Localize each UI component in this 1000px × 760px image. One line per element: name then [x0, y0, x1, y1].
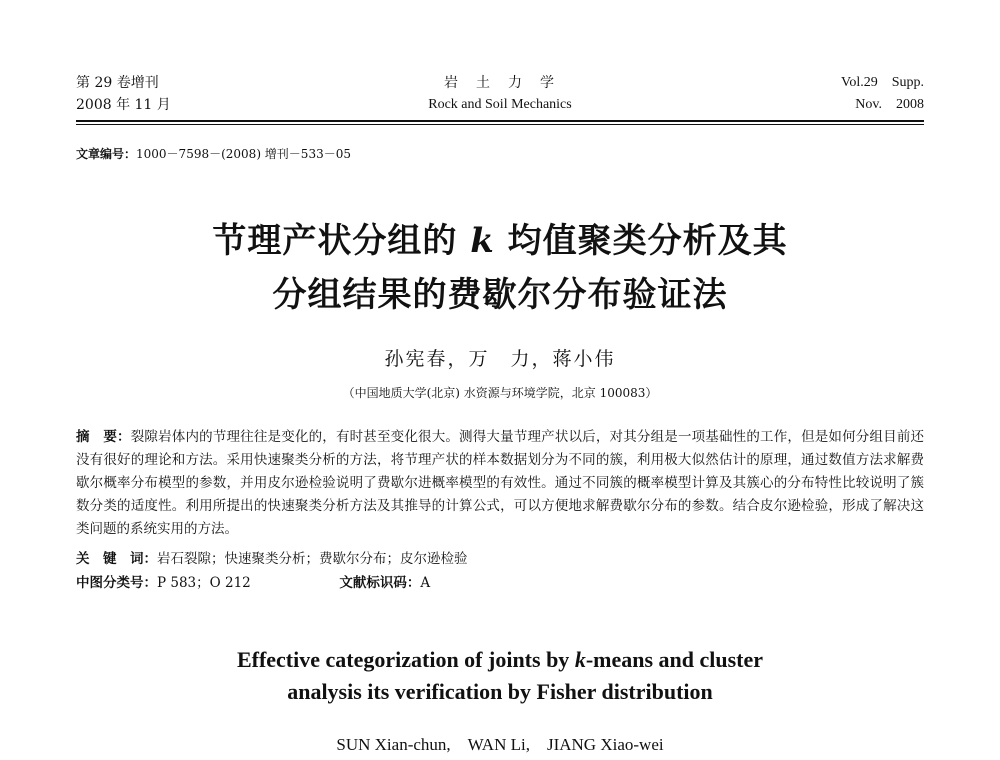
clc-value: P 583；O 212 — [157, 575, 251, 591]
date-en: Nov. 2008 — [855, 97, 924, 112]
title-cn-line1: 节理产状分组的 k 均值聚类分析及其 — [212, 221, 788, 261]
volume-en: Vol.29 Supp. — [841, 75, 924, 90]
title-cn-k: k — [470, 221, 495, 261]
article-id-label: 文章编号： — [76, 147, 137, 161]
journal-name-cn: 岩 土 力 学 — [444, 75, 556, 91]
authors-en: SUN Xian-chun, WAN Li, JIANG Xiao-wei — [336, 735, 664, 754]
keywords-text: 岩石裂隙；快速聚类分析；费歇尔分布；皮尔逊检验 — [157, 551, 468, 567]
journal-name-en: Rock and Soil Mechanics — [428, 97, 572, 112]
title-cn-line2: 分组结果的费歇尔分布验证法 — [272, 275, 728, 315]
title-en-line2: analysis its verification by Fisher distribution — [287, 679, 713, 704]
authors-cn: 孙宪春，万 力，蒋小伟 — [384, 348, 616, 370]
classification — [76, 572, 924, 595]
doc-code-label: 文献标识码： — [339, 575, 421, 591]
abstract-text: 裂隙岩体内的节理往往是变化的，有时甚至变化很大。测得大量节理产状以后，对其分组是一项基础性的工作，但是如何分组目前还没有很好的理论和方法。采用快速聚类分析的方法，将节理产状的样本数据划分为不同的簇，利用极大似然估计的原理，通过数值方法求解费歇尔概率分布模型的参数，并用皮尔逊检验说明了费歇尔进概率模型的有效性。通过不同簇的概率模型计算及其簇心的分布特性比较说明了簇数分类的适度性。利用所提出的快速聚类分析方法及其推导的计算公式，可以方便地求解费歇尔分布的参数。结合皮尔逊检验，形成了解决这类问题的系统实用的方法。 — [76, 429, 925, 537]
journal-header-left — [76, 72, 171, 116]
clc-label: 中图分类号： — [76, 575, 157, 591]
journal-header-center — [340, 72, 660, 116]
article-id — [76, 145, 351, 162]
title-en — [0, 644, 1000, 708]
journal-header-right — [841, 72, 924, 116]
article-id-value: 1000－7598－(2008) 增刊－533－05 — [136, 147, 351, 161]
header-rule-thick — [76, 120, 924, 122]
affiliation-cn: （中国地质大学(北京) 水资源与环境学院，北京 100083） — [342, 386, 658, 400]
abstract — [76, 426, 924, 541]
header-rule-thin — [76, 124, 924, 125]
date-cn: 2008 年 11 月 — [76, 97, 171, 113]
keywords — [76, 548, 924, 571]
doc-code-value: A — [420, 575, 431, 591]
volume-issue-cn: 第 29 卷增刊 — [76, 75, 159, 91]
title-en-line1: Effective categorization of joints by k-means and cluster — [236, 647, 764, 672]
title-en-k: k — [574, 647, 586, 672]
title-cn — [0, 218, 1000, 318]
keywords-label: 关 键 词： — [76, 551, 157, 567]
abstract-label: 摘 要： — [76, 429, 131, 445]
